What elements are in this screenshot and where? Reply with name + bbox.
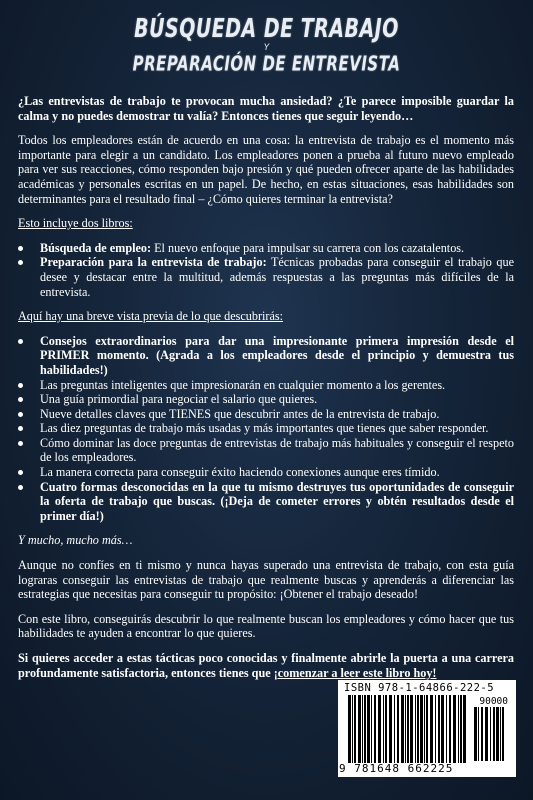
barcode-stripe [352, 695, 353, 763]
barcode-stripe [496, 707, 499, 761]
list-item [18, 421, 514, 436]
barcode-stripe [502, 707, 504, 761]
bullet-icon [18, 246, 23, 251]
intro-paragraph: ¿Las entrevistas de trabajo te provocan mucha ansiedad? ¿Te parece imposible guardar la calma y no puedes demostrar tu valía? Entonces tienes que seguir leyendo… [18, 94, 514, 123]
bullet-icon [18, 441, 23, 446]
barcode-stripe [378, 695, 381, 763]
barcode-stripe [438, 695, 440, 763]
barcode-stripe [424, 695, 425, 763]
preview-item-text: Las diez preguntas de trabajo más usadas y más importantes que tienes que saber responder. [40, 421, 489, 436]
book-1-desc: El nuevo enfoque para impulsar su carrera con los cazatalentos. [151, 240, 465, 255]
barcode-stripe [405, 695, 406, 763]
barcode-stripe [463, 695, 466, 763]
list-item [18, 241, 514, 256]
preview-item-text: Cómo dominar las doce preguntas de entrevistas de trabajo más habituales y conseguir el respeto de los empleadores. [40, 435, 514, 465]
barcode-addon-bars-icon [474, 707, 508, 761]
barcode-stripe [453, 695, 456, 763]
barcode-stripe [407, 695, 409, 763]
barcode-stripe [474, 707, 477, 761]
paragraph-confidence: Aunque no confíes en ti mismo y nunca hayas superado una entrevista de trabajo, con esta guía lograras conseguir las entrevistas de trabajo que realmente buscas y aprenderás a diferenciar las estrategias que necesitas para conseguir tu propósito: ¡Obtener el trabajo deseado! [18, 558, 514, 602]
more-text: Y mucho, mucho más… [18, 533, 133, 548]
list-item [18, 436, 514, 465]
barcode-stripe [410, 695, 413, 763]
list-item [18, 378, 514, 393]
barcode-stripe [364, 695, 366, 763]
barcode-stripe [383, 695, 384, 763]
books-list [18, 241, 514, 299]
barcode-stripe [394, 695, 395, 763]
list-item [18, 334, 514, 378]
barcode-stripe [458, 695, 459, 763]
barcode-stripe [367, 695, 370, 763]
barcode-stripe [420, 695, 423, 763]
list-item [18, 480, 514, 524]
preview-item-text: La manera correcta para conseguir éxito haciendo conexiones aunque eres tímido. [40, 465, 440, 480]
barcode-stripe [441, 695, 444, 763]
bullet-icon [18, 383, 23, 388]
barcode-stripe [490, 707, 491, 761]
blurb-text [18, 94, 514, 680]
preview-item-text: Una guía primordial para negociar el salario que quieres. [40, 392, 318, 407]
barcode-stripe [430, 695, 433, 763]
book-subtitle: PREPARACIÓN DE ENTREVISTA [132, 51, 401, 77]
barcode-stripe [417, 695, 419, 763]
book-1-title: Búsqueda de empleo: [40, 240, 152, 255]
paragraph-discover: Con este libro, conseguirás descubrir lo que realmente buscan los empleadores y cómo hacer que tus habilidades te ayuden a encontrar lo que quieres. [18, 611, 514, 641]
barcode-stripe [385, 695, 387, 763]
list-item [18, 465, 514, 480]
barcode-stripe [389, 695, 392, 763]
bullet-icon [18, 260, 23, 265]
barcode-stripe [446, 695, 447, 763]
barcode-bars-icon [348, 695, 468, 763]
closing-cta: ¡comenzar a leer este libro hoy! [273, 665, 437, 680]
book-2-title: Preparación para la entrevista de trabajo: [40, 255, 267, 270]
title-block [0, 12, 533, 77]
isbn-number: ISBN 978-1-64866-222-5 [344, 682, 495, 694]
barcode-stripe [481, 707, 483, 761]
preview-item-text: Cuatro formas desconocidas en la que tu mismo destruyes tus oportunidades de conseguir la oferta de trabajo que buscas. (¡Deja de cometer errores y obtén resultados desde el primer día!) [40, 479, 514, 523]
barcode-stripe [371, 695, 372, 763]
barcode-stripe [460, 695, 462, 763]
list-item [18, 392, 514, 407]
barcode-stripe [426, 695, 428, 763]
preview-heading: Aquí hay una breve vista previa de lo que descubrirás: [18, 309, 283, 324]
closing-lead: Si quieres acceder a estas tácticas poco conocidas y finalmente abrirle la puerta a una carrera profundamente satisfactoria, entonces tienes que [18, 651, 514, 680]
bullet-icon [18, 397, 23, 402]
bullet-icon [18, 470, 23, 475]
barcode-stripe [493, 707, 495, 761]
barcode-stripe [358, 695, 361, 763]
books-heading: Esto incluye dos libros: [18, 216, 133, 231]
barcode-stripe [401, 695, 404, 763]
title-connector: Y [263, 43, 270, 53]
bullet-icon [18, 412, 23, 417]
barcode-stripe [500, 707, 501, 761]
barcode-stripe [485, 707, 488, 761]
barcode-stripe [449, 695, 451, 763]
barcode-stripe [374, 695, 376, 763]
barcode-stripe [354, 695, 356, 763]
bullet-icon [18, 426, 23, 431]
preview-item-text: Las preguntas inteligentes que impresionarán en cualquier momento a los gerentes. [40, 377, 446, 392]
ean-number: 9 781648 662225 [339, 762, 454, 775]
barcode-stripe [435, 695, 436, 763]
paragraph-employers: Todos los empleadores están de acuerdo en una cosa: la entrevista de trabajo es el momento más importante para elegir a un candidato. Los empleadores ponen a prueba al futuro nuevo empleado para ver sus reacciones, cómo responden bajo presión y qué pueden ofrecer aparte de las habilidades académicas y personales escritas en un papel. De hecho, en estas situaciones, esas habilidades son determinantes para el resultado final – ¿Cómo quieres terminar la entrevista? [18, 133, 514, 206]
barcode-price-code: 90000 [479, 696, 508, 707]
book-title: BÚSQUEDA DE TRABAJO [134, 14, 399, 44]
list-item [18, 255, 514, 299]
bullet-icon [18, 485, 23, 490]
preview-item-text: Consejos extraordinarios para dar una impresionante primera impresión desde el PRIMER momento. (Agrada a los empleadores desde el principio y demuestra tus habilidades!) [40, 333, 514, 377]
barcode-stripe [348, 695, 351, 763]
list-item [18, 407, 514, 422]
preview-list [18, 334, 514, 524]
closing-paragraph [18, 651, 514, 680]
barcode-stripe [415, 695, 416, 763]
preview-item-text: Nueve detalles claves que TIENES que descubrir antes de la entrevista de trabajo. [40, 406, 440, 421]
bullet-icon [18, 339, 23, 344]
barcode-stripe [478, 707, 479, 761]
isbn-barcode [338, 680, 516, 777]
book-2-desc: Técnicas probadas para conseguir el trabajo que desee y destacar entre la multitud, además respuestas a las preguntas más difíciles de la entrevista. [40, 255, 514, 299]
barcode-stripe [362, 695, 363, 763]
barcode-stripe [397, 695, 399, 763]
